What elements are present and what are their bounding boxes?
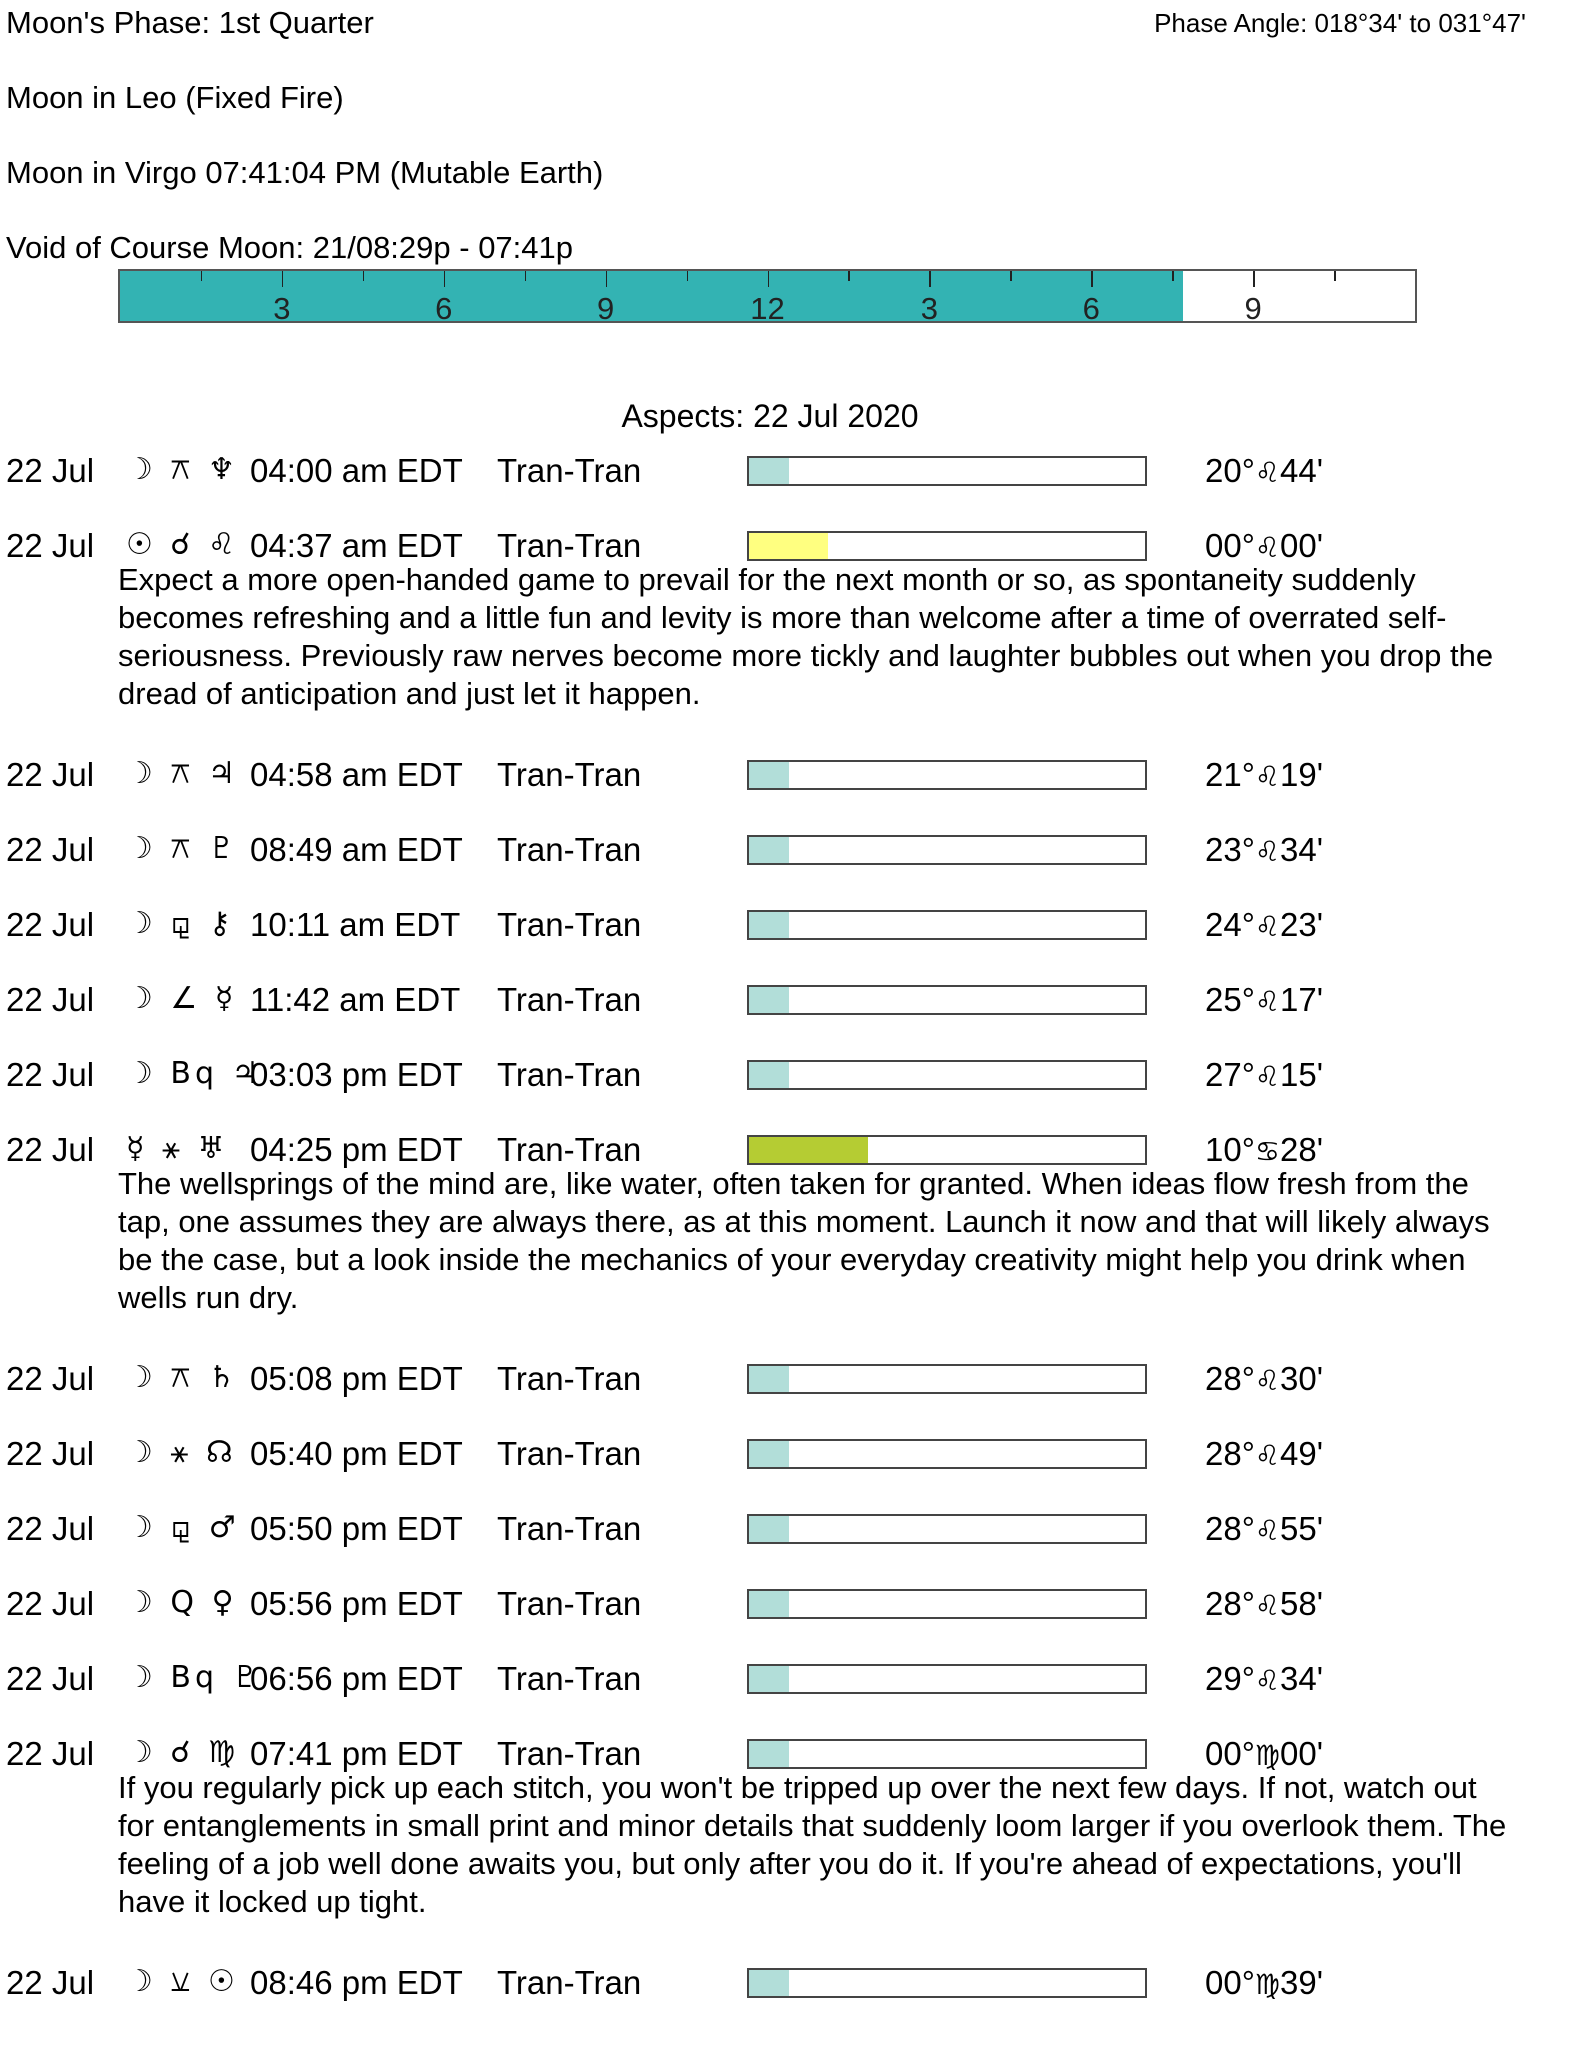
aspect-time: 08:46 pm EDT [250,1964,463,2001]
aspect-strength-bar [747,1439,1147,1469]
aspect-time: 04:37 am EDT [250,527,463,564]
aspect-time: 03:03 pm EDT [250,1056,463,1093]
aspect-glyphs: ☽ ⚹ ☊ [126,1435,237,1470]
zodiac-sign-icon: ♌ [1254,910,1281,943]
aspect-date: 22 Jul [6,906,95,943]
aspect-strength-fill [749,1666,789,1692]
position-degrees: 28° [1205,1360,1255,1397]
aspect-strength-bar [747,1514,1147,1544]
aspect-position [1205,1056,1323,1094]
aspect-row [0,1360,1585,1400]
aspect-time: 05:50 pm EDT [250,1510,463,1547]
aspect-date: 22 Jul [6,756,95,793]
moon-sign-virgo: Moon in Virgo 07:41:04 PM (Mutable Earth) [6,155,604,190]
aspect-row [0,1585,1585,1625]
aspect-strength-fill [749,837,789,863]
zodiac-sign-icon: ♌ [1254,985,1281,1018]
position-minutes: 00' [1280,1735,1324,1772]
aspect-glyphs: ☽ ☌ ♍ [126,1735,240,1770]
position-minutes: 23' [1280,906,1324,943]
aspect-position [1205,452,1323,490]
position-minutes: 58' [1280,1585,1324,1622]
aspect-type: Tran-Tran [497,1964,642,2001]
aspect-strength-fill [749,1741,789,1767]
aspect-glyphs: ☽ ∠ ☿ [126,981,238,1016]
timeline-tick [687,271,689,281]
aspect-glyphs: ☽ Q ♀ [126,1585,238,1620]
position-degrees: 10° [1205,1131,1255,1168]
aspect-strength-bar [747,531,1147,561]
timeline-hour-label: 12 [750,291,785,326]
timeline-tick [1334,271,1336,281]
timeline-hour-label: 9 [1244,291,1262,326]
phase-angle: Phase Angle: 018°34' to 031°47' [1154,8,1526,38]
position-degrees: 00° [1205,1735,1255,1772]
aspect-strength-fill [749,1970,789,1996]
aspect-date: 22 Jul [6,1735,95,1772]
aspect-strength-bar [747,985,1147,1015]
aspect-glyphs: ☽ ⚻ ♆ [126,452,239,487]
aspect-strength-bar [747,1364,1147,1394]
aspect-time: 11:42 am EDT [250,981,461,1018]
aspect-date: 22 Jul [6,831,95,868]
void-of-course-timeline [118,269,1417,326]
aspect-time: 10:11 am EDT [250,906,461,943]
aspect-description: Expect a more open-handed game to prevail for the next month or so, as spontaneity suddenly becomes refreshing and a little fun and levity is more than welcome after a time of overrated self-seriousness. Previously raw nerves become more tickly and laughter bubbles out when you drop the dread of anticipation and just let it happen. [118,562,1494,711]
page-title: Aspects: 22 Jul 2020 [621,398,919,434]
timeline-hour-label: 9 [597,291,615,326]
aspect-type: Tran-Tran [497,452,642,489]
aspect-type: Tran-Tran [497,906,642,943]
aspect-position [1205,1360,1323,1398]
aspect-date: 22 Jul [6,981,95,1018]
timeline-tick [768,271,770,287]
aspect-strength-fill [749,1137,868,1163]
aspect-time: 04:58 am EDT [250,756,463,793]
timeline-tick [606,271,608,287]
aspect-position [1205,527,1323,565]
zodiac-sign-icon: ♌ [1254,1589,1281,1622]
aspect-glyphs: ☽ ⚼ ♂ [126,1510,240,1545]
aspect-type: Tran-Tran [497,1360,642,1397]
zodiac-sign-icon: ♍ [1254,1968,1281,2001]
aspect-glyphs: ☽ Bq ♃ [126,1056,263,1091]
position-degrees: 00° [1205,527,1255,564]
position-degrees: 23° [1205,831,1255,868]
aspect-row [0,906,1585,946]
position-degrees: 28° [1205,1435,1255,1472]
timeline-tick [282,271,284,287]
aspect-strength-bar [747,456,1147,486]
timeline-tick [1091,271,1093,287]
aspect-strength-bar [747,760,1147,790]
aspect-date: 22 Jul [6,1964,95,2001]
aspect-strength-bar [747,1968,1147,1998]
aspect-date: 22 Jul [6,452,95,489]
aspect-row [0,981,1585,1021]
zodiac-sign-icon: ♌ [1254,1060,1281,1093]
position-degrees: 25° [1205,981,1255,1018]
aspect-strength-bar [747,1589,1147,1619]
void-of-course: Void of Course Moon: 21/08:29p - 07:41p [6,230,574,265]
aspect-time: 08:49 am EDT [250,831,463,868]
timeline-tick [444,271,446,287]
position-minutes: 00' [1280,527,1324,564]
aspect-time: 07:41 pm EDT [250,1735,463,1772]
aspect-type: Tran-Tran [497,1735,642,1772]
moon-sign-leo: Moon in Leo (Fixed Fire) [6,80,344,115]
aspect-strength-fill [749,1591,789,1617]
aspect-type: Tran-Tran [497,527,642,564]
aspect-date: 22 Jul [6,1131,95,1168]
timeline-tick [848,271,850,281]
timeline-tick [1253,271,1255,287]
aspect-type: Tran-Tran [497,1660,642,1697]
zodiac-sign-icon: ♌ [1254,456,1281,489]
aspect-row [0,831,1585,871]
aspect-strength-fill [749,912,789,938]
aspect-row [0,452,1585,492]
zodiac-sign-icon: ♌ [1254,760,1281,793]
position-degrees: 00° [1205,1964,1255,2001]
aspect-strength-fill [749,1441,789,1467]
aspect-row [0,1964,1585,2004]
aspect-strength-bar [747,835,1147,865]
aspect-time: 05:56 pm EDT [250,1585,463,1622]
aspect-time: 05:08 pm EDT [250,1360,463,1397]
position-minutes: 28' [1280,1131,1324,1168]
aspect-glyphs: ☽ Bq ♇ [126,1660,263,1695]
aspect-position [1205,1964,1323,2002]
aspect-strength-fill [749,1366,789,1392]
zodiac-sign-icon: ♌ [1254,1364,1281,1397]
aspect-strength-bar [747,1664,1147,1694]
aspect-time: 04:25 pm EDT [250,1131,463,1168]
aspect-position [1205,1510,1323,1548]
aspect-row [0,1056,1585,1096]
aspect-position [1205,1435,1323,1473]
position-degrees: 29° [1205,1660,1255,1697]
aspect-position [1205,831,1323,869]
aspect-position [1205,1131,1323,1169]
aspect-type: Tran-Tran [497,1056,642,1093]
aspect-time: 06:56 pm EDT [250,1660,463,1697]
aspect-time: 05:40 pm EDT [250,1435,463,1472]
position-degrees: 21° [1205,756,1255,793]
aspect-row [0,1435,1585,1475]
aspect-type: Tran-Tran [497,981,642,1018]
moon-phase: Moon's Phase: 1st Quarter [6,5,374,40]
aspect-glyphs: ☽ ⚼ ⚷ [126,906,235,941]
aspect-position [1205,1660,1323,1698]
aspect-position [1205,756,1323,794]
timeline-hour-label: 6 [435,291,453,326]
aspect-strength-fill [749,1062,789,1088]
aspect-type: Tran-Tran [497,1131,642,1168]
zodiac-sign-icon: ♌ [1254,835,1281,868]
aspect-type: Tran-Tran [497,756,642,793]
aspect-strength-fill [749,533,828,559]
position-minutes: 19' [1280,756,1324,793]
timeline-tick [525,271,527,281]
aspect-strength-bar [747,1739,1147,1769]
zodiac-sign-icon: ♌ [1254,1664,1281,1697]
aspect-position [1205,906,1323,944]
aspect-glyphs: ☽ ⚺ ☉ [126,1964,239,1999]
aspect-date: 22 Jul [6,1660,95,1697]
aspect-position [1205,1585,1323,1623]
aspect-strength-fill [749,458,789,484]
position-minutes: 49' [1280,1435,1324,1472]
aspect-date: 22 Jul [6,527,95,564]
position-degrees: 28° [1205,1585,1255,1622]
aspect-date: 22 Jul [6,1585,95,1622]
aspect-strength-bar [747,1135,1147,1165]
zodiac-sign-icon: ♌ [1254,1514,1281,1547]
aspect-glyphs: ☉ ☌ ♌ [126,527,240,562]
aspect-strength-fill [749,1516,789,1542]
aspect-glyphs: ☽ ⚻ ♄ [126,1360,239,1395]
position-minutes: 17' [1280,981,1324,1018]
aspect-glyphs: ☽ ⚻ ♇ [126,831,239,866]
timeline-tick [929,271,931,287]
aspect-date: 22 Jul [6,1510,95,1547]
aspect-strength-bar [747,910,1147,940]
aspect-row [0,1660,1585,1700]
position-degrees: 24° [1205,906,1255,943]
position-minutes: 39' [1280,1964,1324,2001]
aspect-position [1205,1735,1323,1773]
aspect-position [1205,981,1323,1019]
position-minutes: 30' [1280,1360,1324,1397]
aspect-row [0,756,1585,796]
zodiac-sign-icon: ♌ [1254,1439,1281,1472]
aspect-row [0,1510,1585,1550]
aspect-glyphs: ☿ ⚹ ♅ [126,1131,229,1166]
timeline-hour-label: 6 [1082,291,1100,326]
aspect-glyphs: ☽ ⚻ ♃ [126,756,239,791]
timeline-tick [363,271,365,281]
aspect-strength-fill [749,762,789,788]
position-minutes: 34' [1280,1660,1324,1697]
aspect-type: Tran-Tran [497,1435,642,1472]
aspect-type: Tran-Tran [497,1510,642,1547]
timeline-hour-label: 3 [920,291,938,326]
aspect-date: 22 Jul [6,1435,95,1472]
aspect-date: 22 Jul [6,1056,95,1093]
timeline-hour-label: 3 [273,291,291,326]
position-minutes: 44' [1280,452,1324,489]
timeline-tick [1172,271,1174,281]
aspect-date: 22 Jul [6,1360,95,1397]
position-degrees: 28° [1205,1510,1255,1547]
aspect-description: If you regularly pick up each stitch, you won't be tripped up over the next few days. If not, watch out for entanglements in small print and minor details that suddenly loom larger if you overlook them. The feeling of a job well done awaits you, but only after you do it. If you're ahead of expectations, you'll have it locked up tight. [118,1770,1507,1919]
position-minutes: 55' [1280,1510,1324,1547]
aspect-type: Tran-Tran [497,1585,642,1622]
aspect-type: Tran-Tran [497,831,642,868]
position-degrees: 27° [1205,1056,1255,1093]
position-minutes: 34' [1280,831,1324,868]
timeline-tick [1010,271,1012,281]
aspect-description: The wellsprings of the mind are, like water, often taken for granted. When ideas flow fresh from the tap, one assumes they are always there, as at this moment. Launch it now and that will likely always be the case, but a look inside the mechanics of your everyday creativity might help you drink when wells run dry. [118,1166,1490,1315]
zodiac-sign-icon: ♋ [1254,1135,1281,1168]
zodiac-sign-icon: ♍ [1254,1739,1281,1772]
aspect-time: 04:00 am EDT [250,452,463,489]
zodiac-sign-icon: ♌ [1254,531,1281,564]
position-minutes: 15' [1280,1056,1324,1093]
aspect-strength-fill [749,987,789,1013]
aspect-strength-bar [747,1060,1147,1090]
timeline-tick [201,271,203,281]
position-degrees: 20° [1205,452,1255,489]
